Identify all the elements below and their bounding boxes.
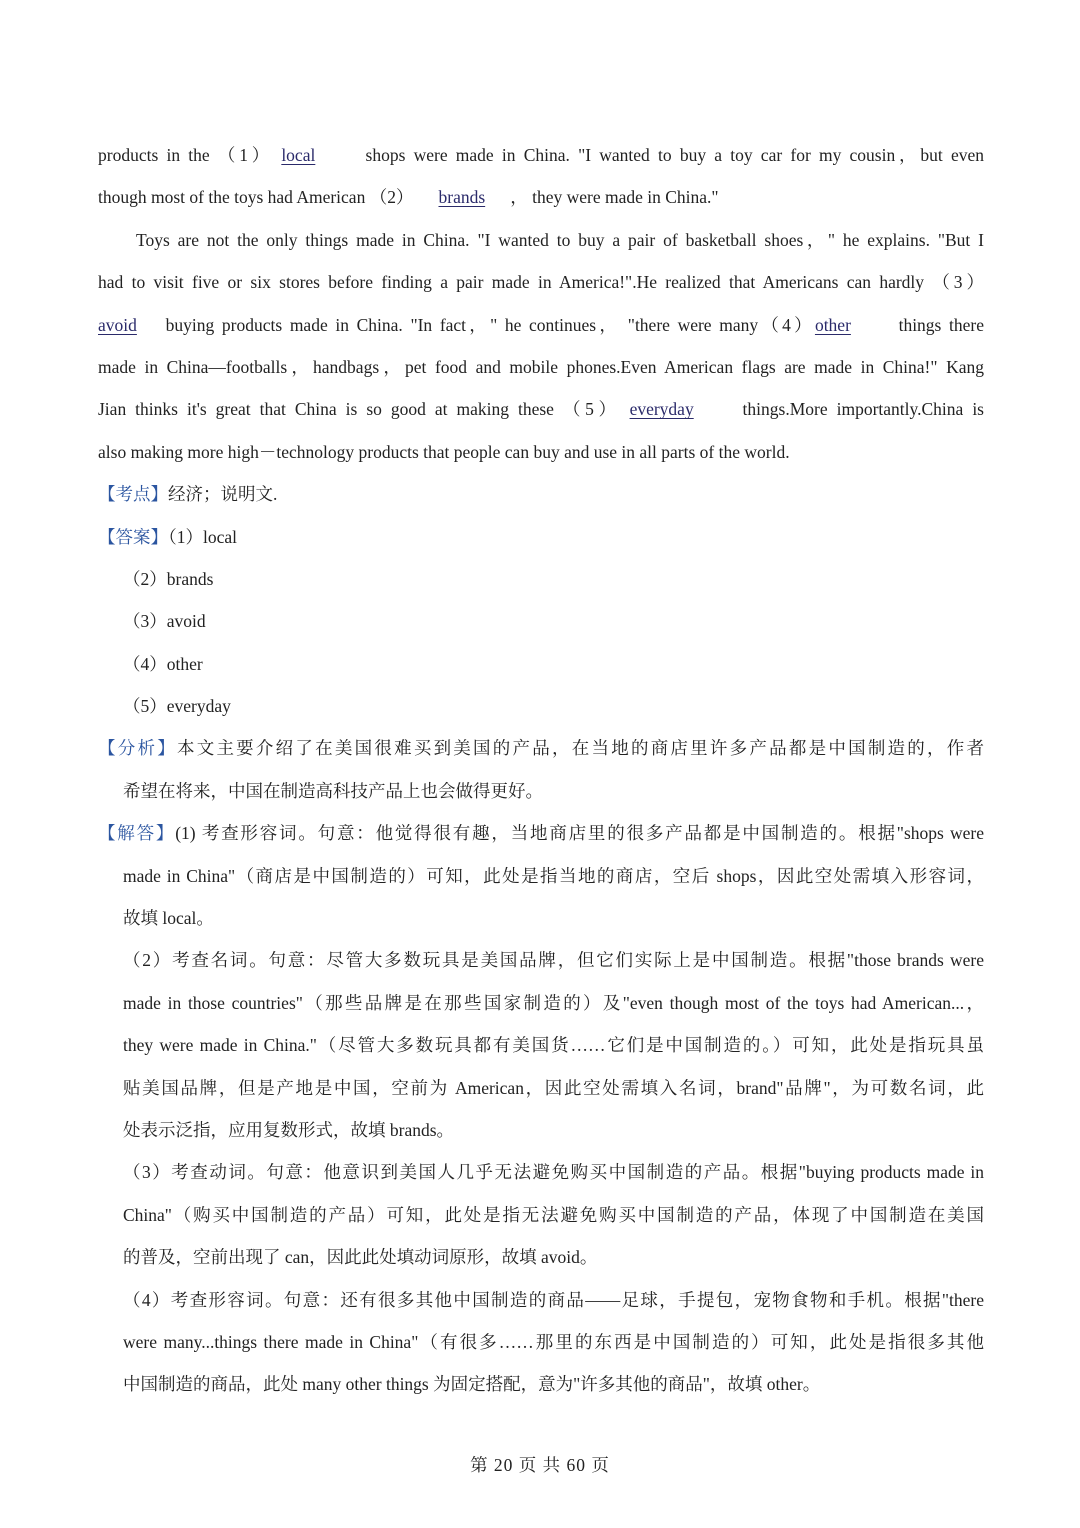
kaodian-tag: 【考点】 bbox=[98, 484, 168, 505]
answer-item: （4）other bbox=[123, 653, 203, 674]
jieda-section bbox=[98, 812, 984, 854]
answer-blank-4: other bbox=[814, 314, 851, 335]
passage-line: made in China—footballs，handbags，pet food and mobile phones.Even American flags are made in China!" Kang bbox=[98, 356, 984, 377]
passage-line bbox=[98, 388, 984, 430]
daan-section bbox=[98, 516, 984, 558]
jieda-text: were many...things there made in China"（有很多……那里的东西是中国制造的）可知，此处是指很多其他 bbox=[123, 1331, 984, 1352]
kaodian-text: 经济；说明文. bbox=[168, 484, 278, 505]
jieda-text: 贴美国品牌，但是产地是中国，空前为 American，因此空处需填入名词，brand"品牌"，为可数名词，此 bbox=[123, 1077, 984, 1098]
passage-line: Toys are not the only things made in China. "I wanted to buy a pair of basketball shoes，" he explains. "But I bbox=[136, 229, 984, 250]
page-footer: 第 20 页 共 60 页 bbox=[470, 1455, 610, 1475]
document-page bbox=[98, 134, 984, 1406]
answer-blank-2: brands bbox=[438, 187, 486, 208]
answer-item: （3）avoid bbox=[123, 611, 206, 632]
passage-line bbox=[98, 176, 984, 218]
jieda-text: 故填 local。 bbox=[123, 908, 214, 929]
jieda-text: 处表示泛指，应用复数形式，故填 brands。 bbox=[123, 1119, 455, 1140]
daan-tag: 【答案】 bbox=[98, 526, 168, 547]
fenxi-text: 希望在将来，中国在制造高科技产品上也会做得更好。 bbox=[123, 780, 543, 801]
fenxi-tag: 【分析】 bbox=[98, 738, 177, 759]
jieda-text: （2）考查名词。句意：尽管大多数玩具是美国品牌，但它们实际上是中国制造。根据"those brands were bbox=[123, 950, 984, 971]
answer-blank-1: local bbox=[281, 145, 316, 165]
passage-text: Jian thinks it's great that China is so good at making these （5） bbox=[98, 399, 630, 420]
answer-item: （2）brands bbox=[123, 568, 214, 589]
kaodian-section bbox=[98, 473, 984, 515]
passage-text: buying products made in China. "In fact，" he continues， "there were many（4） bbox=[158, 314, 815, 335]
jieda-text: （4）考查形容词。句意：还有很多其他中国制造的商品——足球，手提包，宠物食物和手机。根据"there bbox=[123, 1289, 984, 1310]
passage-line: also making more high－technology products that people can buy and use in all parts of the world. bbox=[98, 441, 790, 462]
passage-text: things.More importantly.China is bbox=[733, 399, 984, 420]
passage-text: things there bbox=[890, 314, 984, 335]
jieda-text: made in China"（商店是中国制造的）可知，此处是指当地的商店，空后 shops，因此空处需填入形容词， bbox=[123, 865, 984, 886]
fenxi-section bbox=[98, 727, 984, 769]
answer-item: （5）everyday bbox=[123, 696, 231, 717]
answer-blank-5: everyday bbox=[629, 399, 694, 420]
passage-text: products in the （1） bbox=[98, 145, 282, 165]
answer-item: （1）local bbox=[168, 526, 238, 547]
fenxi-text: 本文主要介绍了在美国很难买到美国的产品，在当地的商店里许多产品都是中国制造的，作者 bbox=[176, 738, 985, 759]
passage-line bbox=[98, 304, 984, 346]
passage-line: had to visit five or six stores before finding a pair made in America!".He realized that Americans can hardly （3） bbox=[98, 272, 984, 293]
answer-blank-3: avoid bbox=[98, 314, 137, 335]
jieda-text: 的普及，空前出现了 can，因此此处填动词原形，故填 avoid。 bbox=[123, 1247, 598, 1268]
jieda-text: (1) 考查形容词。句意：他觉得很有趣，当地商店里的很多产品都是中国制造的。根据"shops were bbox=[175, 823, 985, 844]
jieda-text: they were made in China."（尽管大多数玩具都有美国货……它们是中国制造的。）可知，此处是指玩具虽 bbox=[123, 1035, 984, 1056]
jieda-text: made in those countries"（那些品牌是在那些国家制造的）及"even though most of the toys had American...， bbox=[123, 992, 984, 1013]
passage-line bbox=[98, 134, 984, 176]
jieda-text: China"（购买中国制造的产品）可知，此处是指无法避免购买中国制造的产品，体现了中国制造在美国 bbox=[123, 1204, 984, 1225]
passage-text: ， they were made in China." bbox=[505, 187, 719, 208]
jieda-text: 中国制造的商品，此处 many other things 为固定搭配，意为"许多其他的商品"，故填 other。 bbox=[123, 1374, 821, 1395]
passage-text: though most of the toys had American （2） bbox=[98, 187, 418, 208]
jieda-text: （3）考查动词。句意：他意识到美国人几乎无法避免购买中国制造的产品。根据"buying products made in bbox=[123, 1162, 984, 1183]
jieda-tag: 【解答】 bbox=[98, 823, 176, 844]
passage-text: shops were made in China. "I wanted to buy a toy car for my cousin，but even bbox=[357, 145, 984, 165]
